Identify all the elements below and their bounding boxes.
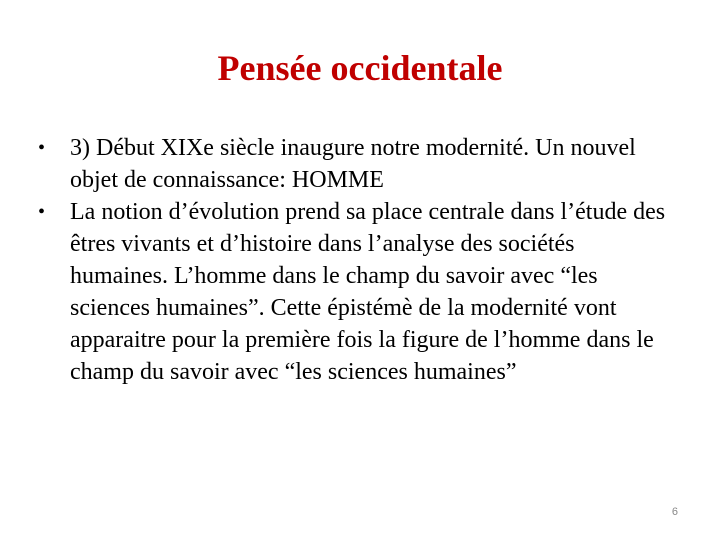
bullet-item-2: [38, 196, 678, 388]
bullet-text-1: 3) Début XIXe siècle inaugure notre modernité. Un nouvel objet de connaissance: HOMME: [70, 135, 636, 193]
bullet-list: [38, 132, 678, 388]
slide-title: Pensée occidentale: [217, 48, 503, 88]
bullet-icon: •: [38, 137, 46, 159]
page-number: 6: [671, 506, 678, 518]
bullet-icon: •: [38, 201, 46, 223]
bullet-text-2: La notion d’évolution prend sa place centrale dans l’étude des êtres vivants et d’histoire dans l’analyse des sociétés humaines. L’homme dans le champ du savoir avec “les sciences humaines”. Cette épistémè de la modernité vont apparaitre pour la première fois la figure de l’homme dans le champ du savoir avec “les sciences humaines”: [70, 199, 666, 385]
bullet-item-1: [38, 132, 678, 196]
